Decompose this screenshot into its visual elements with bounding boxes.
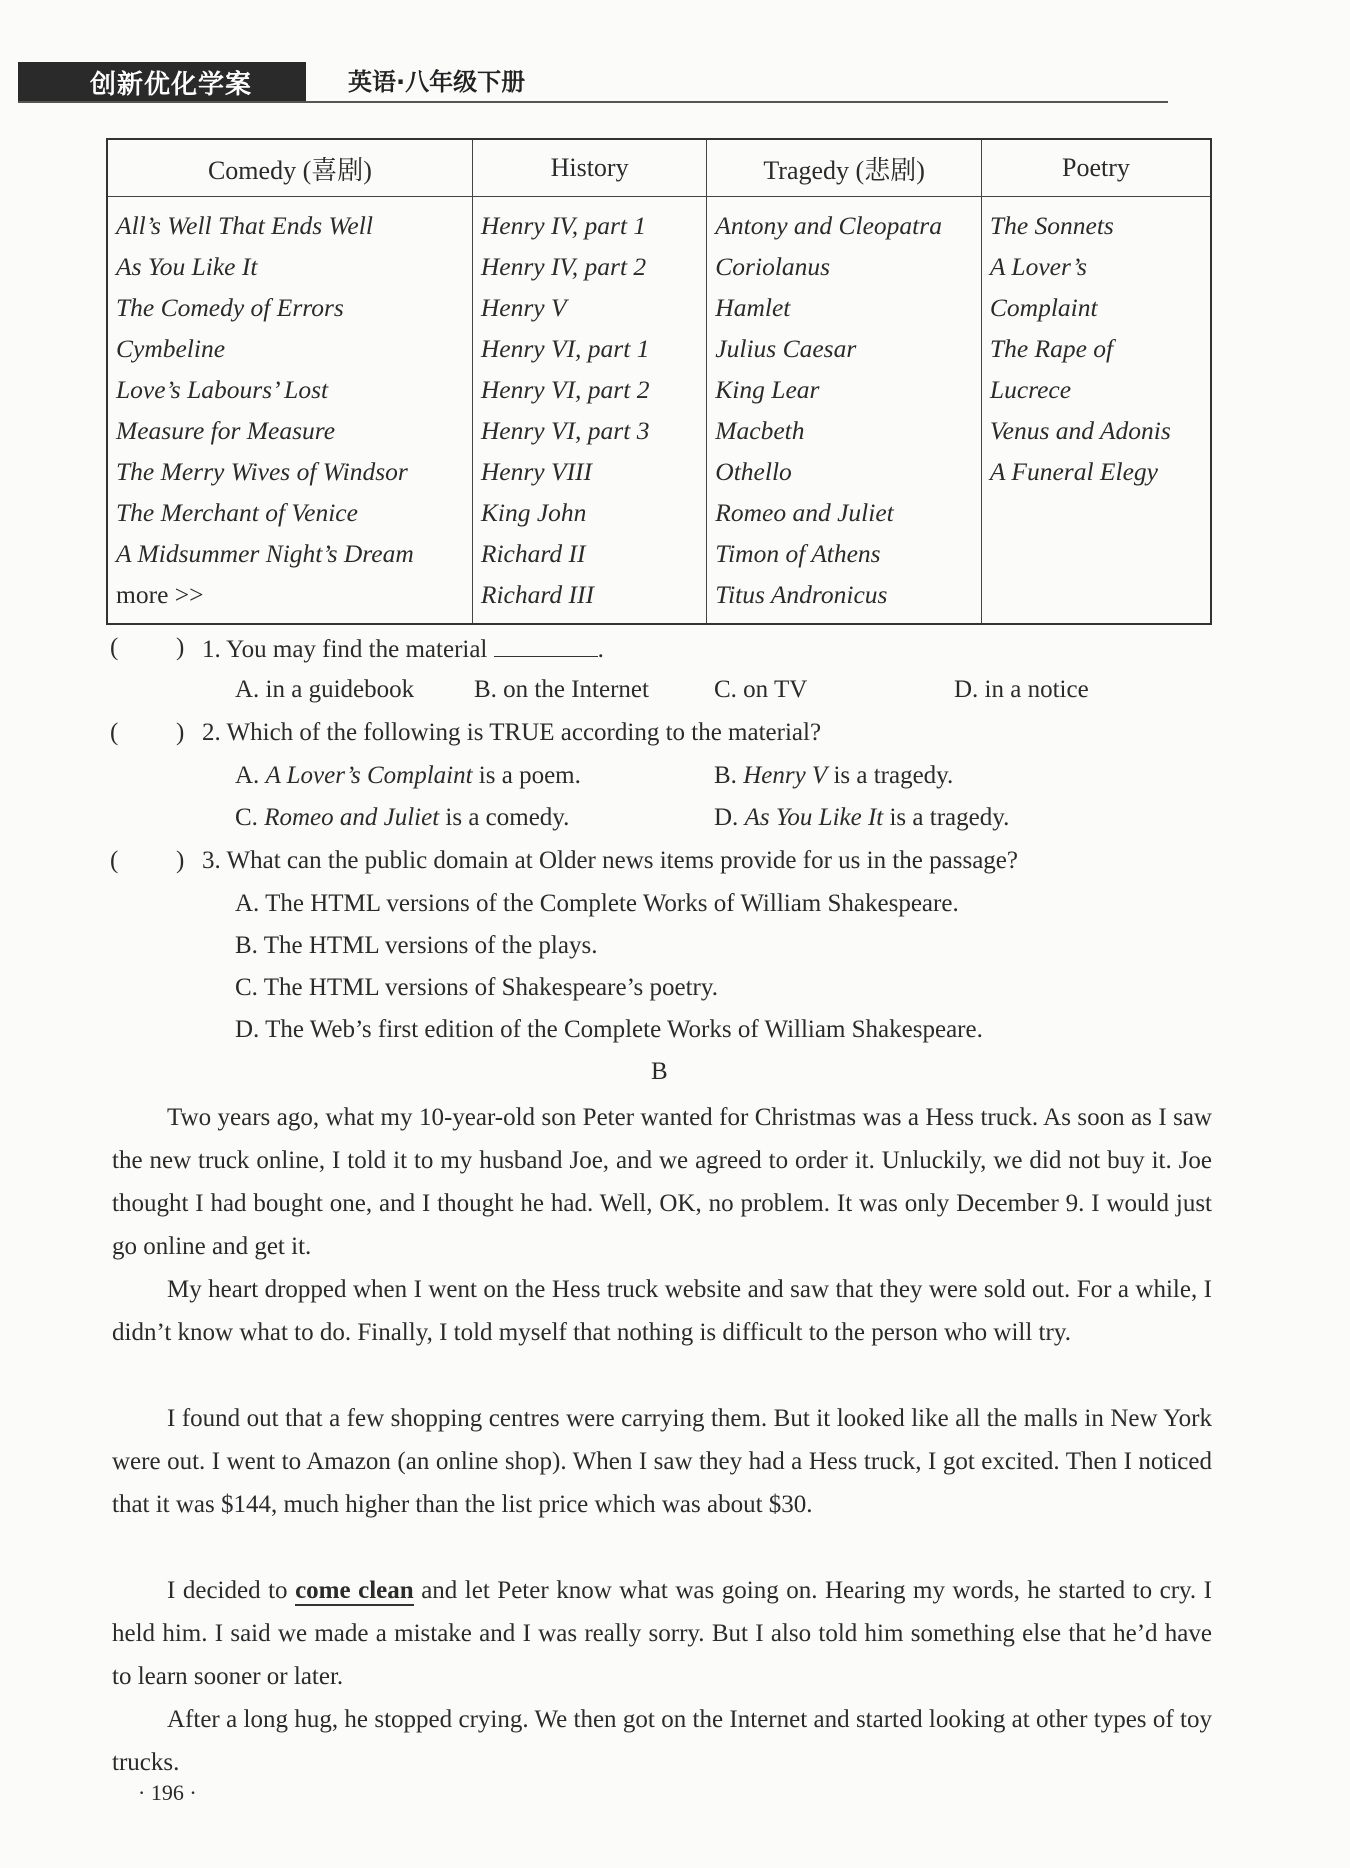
page-number: · 196 · bbox=[138, 1780, 197, 1805]
tragedy-title: Timon of Athens bbox=[715, 539, 881, 568]
col-header-comedy: Comedy (喜剧) bbox=[107, 139, 472, 197]
q2-option-c: C. Romeo and Juliet is a comedy. bbox=[235, 804, 570, 831]
comedy-title: Cymbeline bbox=[116, 334, 226, 363]
passage-paragraph-4: I decided to come clean and let Peter know what was going on. Hearing my words, he started to cry. I held him. I said we made a mistake and I was really sorry. But I also told him something else that he’d have to learn sooner or later. bbox=[112, 1577, 1213, 1690]
q2-option-b: B. Henry V is a tragedy. bbox=[714, 762, 954, 789]
history-title: Henry V bbox=[480, 293, 567, 322]
poetry-cell bbox=[981, 197, 1211, 625]
history-title: King John bbox=[480, 498, 587, 527]
tragedy-title: Antony and Cleopatra bbox=[715, 211, 942, 240]
shakespeare-works-table bbox=[106, 138, 1212, 625]
history-title: Henry IV, part 2 bbox=[480, 252, 647, 281]
header-subject: 英语·八年级下册 bbox=[348, 68, 526, 96]
comedy-title: A Midsummer Night’s Dream bbox=[116, 539, 414, 568]
tragedy-title: King Lear bbox=[715, 375, 820, 404]
tragedy-title: Othello bbox=[715, 457, 792, 486]
question-1-stem: 1. You may find the material . bbox=[202, 636, 604, 663]
q3-option-b: B. The HTML versions of the plays. bbox=[235, 932, 598, 959]
col-header-history: History bbox=[472, 139, 706, 197]
passage-paragraph-2: My heart dropped when I went on the Hess truck website and saw that they were sold out. For a while, I didn’t know what to do. Finally, I told myself that nothing is difficult to the person who will try. bbox=[112, 1276, 1212, 1346]
q2-option-a: A. A Lover’s Complaint is a poem. bbox=[235, 762, 581, 789]
q3-option-d: D. The Web’s first edition of the Complete Works of William Shakespeare. bbox=[235, 1016, 983, 1043]
comedy-title: All’s Well That Ends Well bbox=[116, 211, 373, 240]
history-cell bbox=[472, 197, 706, 625]
tragedy-title: Coriolanus bbox=[715, 252, 831, 281]
q3-option-a: A. The HTML versions of the Complete Works of William Shakespeare. bbox=[235, 890, 959, 917]
question-2-stem: 2. Which of the following is TRUE according to the material? bbox=[202, 719, 822, 746]
q1-option-a: A. in a guidebook bbox=[235, 676, 415, 703]
answer-paren-open: ( bbox=[110, 847, 119, 874]
comedy-cell bbox=[107, 197, 472, 625]
comedy-title: The Merchant of Venice bbox=[116, 498, 358, 527]
history-title: Richard III bbox=[480, 580, 594, 609]
history-title: Henry VI, part 2 bbox=[480, 375, 650, 404]
tragedy-title: Julius Caesar bbox=[715, 334, 857, 363]
q3-option-c: C. The HTML versions of Shakespeare’s poetry. bbox=[235, 974, 718, 1001]
comedy-title: The Comedy of Errors bbox=[116, 293, 344, 322]
passage-paragraph-3: I found out that a few shopping centres were carrying them. But it looked like all the malls in New York were out. I went to Amazon (an online shop). When I saw they had a Hess truck, I got excited. Then I noticed that it was $144, much higher than the list price which was about $30. bbox=[112, 1405, 1212, 1518]
answer-paren-close: ) bbox=[176, 719, 185, 746]
col-header-tragedy: Tragedy (悲剧) bbox=[707, 139, 982, 197]
header-brand-block bbox=[18, 62, 306, 102]
section-letter: B bbox=[651, 1058, 668, 1085]
tragedy-cell bbox=[707, 197, 982, 625]
question-3-stem: 3. What can the public domain at Older news items provide for us in the passage? bbox=[202, 847, 1018, 874]
answer-blank[interactable] bbox=[494, 634, 598, 657]
answer-paren-close: ) bbox=[176, 847, 185, 874]
tragedy-title: Hamlet bbox=[715, 293, 791, 322]
poetry-title: Lucrece bbox=[989, 375, 1072, 404]
answer-paren-close: ) bbox=[176, 634, 185, 661]
poetry-title: The Rape of bbox=[989, 334, 1114, 363]
poetry-title: A Funeral Elegy bbox=[989, 457, 1158, 486]
comedy-title: Love’s Labours’ Lost bbox=[116, 375, 329, 404]
q1-option-b: B. on the Internet bbox=[474, 676, 649, 703]
tragedy-title: Macbeth bbox=[715, 416, 805, 445]
comedy-title: Measure for Measure bbox=[116, 416, 336, 445]
comedy-title: As You Like It bbox=[116, 252, 258, 281]
history-title: Richard II bbox=[480, 539, 586, 568]
more-link[interactable]: more >> bbox=[116, 580, 204, 609]
poetry-title: The Sonnets bbox=[989, 211, 1114, 240]
history-title: Henry VIII bbox=[480, 457, 593, 486]
poetry-title: Venus and Adonis bbox=[989, 416, 1171, 445]
tragedy-title: Titus Andronicus bbox=[715, 580, 888, 609]
passage-paragraph-1: Two years ago, what my 10-year-old son Peter wanted for Christmas was a Hess truck. As soon as I saw the new truck online, I told it to my husband Joe, and we agreed to order it. Unluckily, we did not buy it. Joe thought I had bought one, and I thought he had. Well, OK, no problem. It was only December 9. I would just go online and get it. bbox=[112, 1104, 1212, 1260]
q1-option-d: D. in a notice bbox=[954, 676, 1089, 703]
poetry-title: A Lover’s bbox=[989, 252, 1087, 281]
answer-paren-open: ( bbox=[110, 634, 119, 661]
history-title: Henry VI, part 1 bbox=[480, 334, 650, 363]
q2-option-d: D. As You Like It is a tragedy. bbox=[714, 804, 1010, 831]
col-header-poetry: Poetry bbox=[981, 139, 1211, 197]
header-rule bbox=[18, 101, 1168, 103]
header-brand: 创新优化学案 bbox=[90, 69, 253, 100]
comedy-title: The Merry Wives of Windsor bbox=[116, 457, 408, 486]
key-phrase: come clean bbox=[295, 1577, 414, 1604]
poetry-title: Complaint bbox=[989, 293, 1098, 322]
q1-option-c: C. on TV bbox=[714, 676, 808, 703]
history-title: Henry IV, part 1 bbox=[480, 211, 647, 240]
history-title: Henry VI, part 3 bbox=[480, 416, 650, 445]
tragedy-title: Romeo and Juliet bbox=[715, 498, 894, 527]
passage-paragraph-5: After a long hug, he stopped crying. We then got on the Internet and started looking at other types of toy trucks. bbox=[112, 1706, 1212, 1776]
answer-paren-open: ( bbox=[110, 719, 119, 746]
